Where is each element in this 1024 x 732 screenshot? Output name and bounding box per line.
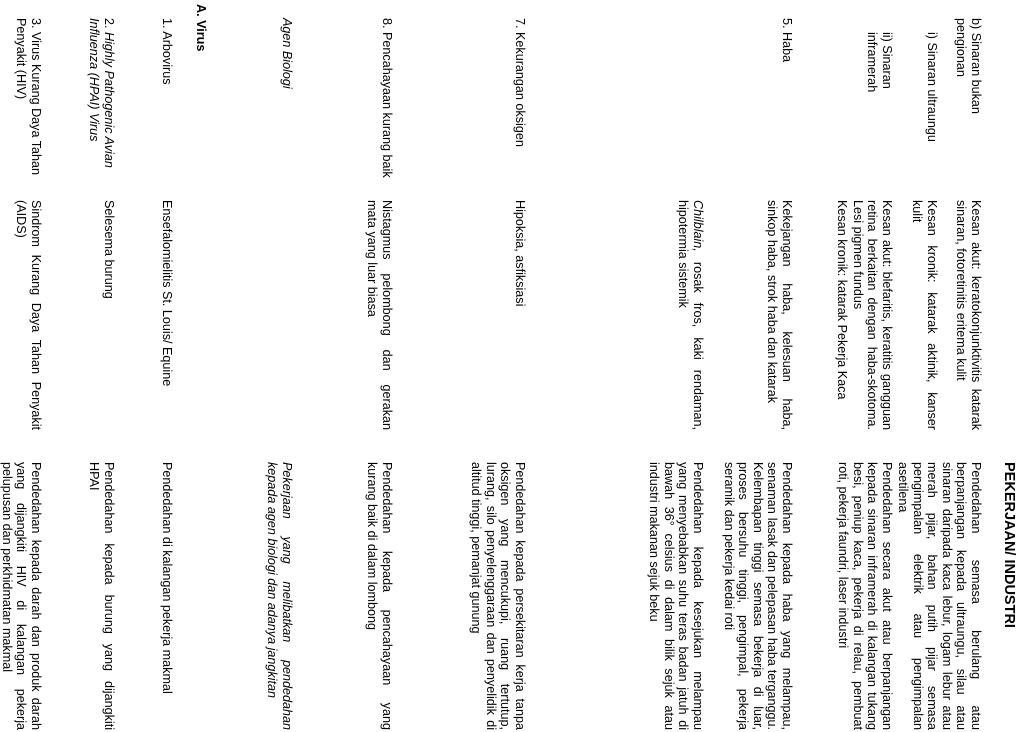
note-agen-biologi: Pekerjaan yang melibatkan pendedahan kepada agen biologi dan adanya jangkitan	[265, 462, 294, 730]
kesan-sejuk-rest: rosak fros, kaki rendaman, hipotermia sistemik	[676, 200, 705, 430]
virus-kesan-hiv: Sindrom Kurang Daya Tahan Penyakit (AIDS)	[14, 200, 43, 430]
kesan-inframerah-akut: Kesan akut: blefaritis, keratitis gangguan retina berkaitan dengan haba-skotoma. Lesi pigmen fundus	[850, 200, 894, 430]
row-label-kekurangan-oksigen: 7. Kekurangan oksigen	[513, 18, 527, 147]
kesan-sejuk	[676, 200, 705, 430]
kesan-ultraungu-kronik: Kesan kronik: katarak aktinik, kanser kulit	[910, 200, 939, 430]
pekerjaan-haba: Pendedahan kepada haba yang melampau, senaman lasak dan pelepasan haba terganggu. Kelembapan tinggi semasa bekerja di luar, proses bersuhu tinggi, pengimpal, pekerja seramik dan pekerja kedai roti	[721, 462, 794, 730]
kesan-oksigen: Hipoksia, asfiksiasi	[513, 200, 527, 307]
row-label-sinaran-bukan-pengionan: b) Sinaran bukan pengionan	[954, 18, 983, 114]
virus-name-hpai: Highly Pathogenic Avian Influenza (HPAI) Virus	[87, 18, 116, 168]
kesan-haba: Kekejangan haba, kelesuan haba, sinkop haba, strok haba dan katarak	[765, 200, 794, 430]
pekerjaan-oksigen: Pendedahan kepada persekitaran kerja tanpa oksigen yang mencukupi, ruang tertutup, lurang, silo penyelenggaraan dan penyelidik di altitud tinggi, pemanjat gunung	[469, 462, 527, 730]
subsection-virus: A. Virus	[194, 4, 208, 52]
pekerjaan-sejuk: Pendedahan kepada kesejukan melampau yang menyebabkan suhu teras badan jatuh di bawah 36° celsius di dalam bilik sejuk atau industri makanan sejuk beku	[647, 462, 705, 730]
row-label-haba: 5. Haba	[780, 18, 794, 63]
virus-kesan-hpai: Selesema burung	[102, 200, 116, 299]
pekerjaan-pencahayaan: Pendedahan kepada pencahayaan yang kurang baik di dalam lombong	[365, 462, 394, 730]
row-label-sinaran-inframerah: ii) Sinaran inframerah	[865, 32, 894, 93]
kesan-ultraungu-akut: Kesan akut: keratokonjunktivitis katarak sinaran, fotoretinitis eritema kulit	[954, 200, 983, 430]
virus-kesan-arbovirus: Ensefalomielitis St. Louis/ Equine	[160, 200, 174, 387]
virus-pekerjaan-hiv: Pendedahan kepada darah dan produk darah yang dijangkiti HIV di kalangan pekerja pelupusan dan perkhidmatan makmal	[0, 462, 43, 730]
kesan-sejuk-chilblain: Chilblain,	[691, 200, 705, 252]
section-agen-biologi: Agen Biologi	[280, 18, 294, 89]
row-label-pencahayaan: 8. Pencahayaan kurang baik	[380, 18, 394, 178]
pekerjaan-ultraungu: Pendedahan semasa berulang atau berpanjangan kepada ultraungu, silau atau sinaran daripada kaca lebur, logam lebur atau merah pijar, bahan putih pijar semasa pengimpalan elektrik atau pengimpalan asetilena	[896, 462, 983, 730]
kesan-inframerah-kronik: Kesan kronik: katarak Pekerja Kaca	[835, 200, 849, 400]
virus-number-hpai: 2.	[102, 18, 116, 33]
pekerjaan-inframerah: Pendedahan secara akut atau berpanjangan kepada sinaran inframerah di kalangan tukang besi, peniup kaca, pekerja di relau, pembuat roti, pekerja faundri, laser industri	[836, 462, 894, 730]
table-header-industri: PEKERJAAN/ INDUSTRI	[1001, 462, 1017, 628]
virus-pekerjaan-hpai: Pendedahan kepada burung yang dijangkiti HPAI	[87, 462, 116, 730]
virus-label-arbovirus: 1. Arbovirus	[160, 18, 174, 85]
virus-label-hpai	[87, 18, 116, 178]
virus-label-hiv: 3. Virus Kurang Daya Tahan Penyakit (HIV)	[14, 18, 43, 176]
virus-pekerjaan-arbovirus: Pendedahan di kalangan pekerja makmal	[160, 462, 174, 694]
kesan-pencahayaan: Nistagmus pelombong dan gerakan mata yang luar biasa	[365, 200, 394, 430]
row-label-sinaran-ultraungu: i) Sinaran ultraungu	[925, 32, 939, 142]
